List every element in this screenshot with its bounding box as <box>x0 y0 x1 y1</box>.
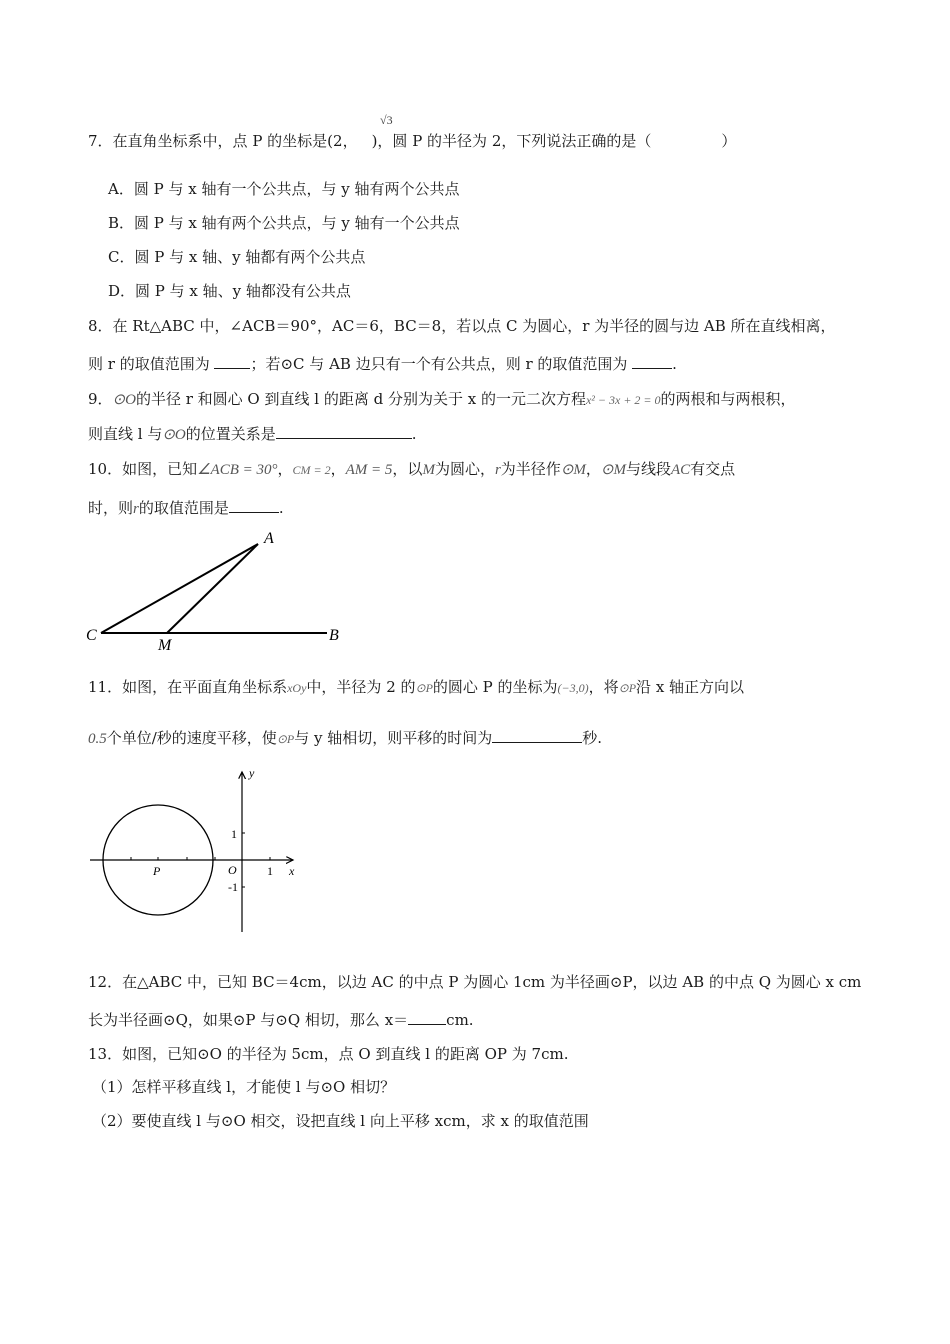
tick-label-yneg1: -1 <box>228 880 238 894</box>
q9-blank[interactable] <box>276 424 412 439</box>
tick-label-y1: 1 <box>231 827 237 841</box>
q7-option-c: C．圆 P 与 x 轴、y 轴都有两个公共点 <box>108 248 366 266</box>
q9-circle-o: ⊙O <box>112 392 136 408</box>
axis-label-x: x <box>289 864 295 878</box>
q10-blank[interactable] <box>229 498 279 513</box>
q7-option-a: A．圆 P 与 x 轴有一个公共点，与 y 轴有两个公共点 <box>108 180 460 198</box>
q10-line2: 时，则r的取值范围是 . <box>88 499 284 517</box>
q12-line1: 12．在△ABC 中，已知 BC＝4cm，以边 AC 的中点 P 为圆心 1cm 为半径画⊙P，以边 AB 的中点 Q 为圆心 x cm <box>88 973 862 991</box>
q8-blank-2[interactable] <box>632 354 672 369</box>
q8-blank-1[interactable] <box>214 354 250 369</box>
label-m: M <box>158 637 172 654</box>
q9-line1: 9．⊙O的半径 r 和圆心 O 到直线 l 的距离 d 分别为关于 x 的一元二次方程x² − 3x + 2 = 0的两根和与两根积， <box>88 390 796 408</box>
label-b: B <box>329 627 339 644</box>
q7-option-b: B．圆 P 与 x 轴有两个公共点，与 y 轴有一个公共点 <box>108 214 460 232</box>
q11-figure <box>85 764 315 942</box>
q9-circle-o-2: ⊙O <box>162 427 186 443</box>
q13-line1: 13．如图，已知⊙O 的半径为 5cm，点 O 到直线 l 的距离 OP 为 7cm. <box>88 1045 569 1063</box>
q7-option-d: D．圆 P 与 x 轴、y 轴都没有公共点 <box>108 282 351 300</box>
q12-line2: 长为半径画⊙Q，如果⊙P 与⊙Q 相切，那么 x＝ cm. <box>88 1011 474 1029</box>
q9-line2: 则直线 l 与⊙O的位置关系是 . <box>88 425 417 443</box>
label-a: A <box>264 530 274 547</box>
center-label-p: P <box>153 864 161 878</box>
origin-label: O <box>228 863 237 877</box>
q12-blank[interactable] <box>408 1010 446 1025</box>
q8-line1: 8．在 Rt△ABC 中，∠ACB＝90°，AC＝6，BC＝8，若以点 C 为圆心，r 为半径的圆与边 AB 所在直线相离， <box>88 317 836 335</box>
q13-sub1: （1）怎样平移直线 l，才能使 l 与⊙O 相切？ <box>92 1078 396 1096</box>
q11-line1: 11．如图，在平面直角坐标系xOy中，半径为 2 的⊙P的圆心 P 的坐标为(−3,0)，将⊙P沿 x 轴正方向以 <box>88 678 745 696</box>
tick-label-x1: 1 <box>267 864 273 878</box>
q11-blank[interactable] <box>492 728 582 743</box>
axis-label-y: y <box>249 766 255 780</box>
label-c: C <box>86 627 97 644</box>
q13-sub2: （2）要使直线 l 与⊙O 相交，设把直线 l 向上平移 xcm，求 x 的取值范围 <box>92 1112 589 1130</box>
q11-line2: 0.5个单位/秒的速度平移，使⊙P与 y 轴相切，则平移的时间为 秒. <box>88 729 602 747</box>
q9-equation: x² − 3x + 2 = 0 <box>585 393 661 407</box>
q7-sqrt3: √3 <box>380 113 393 127</box>
q7-stem: 7．在直角坐标系中，点 P 的坐标是(2， )，圆 P 的半径为 2，下列说法正确的是（ ） <box>88 132 737 150</box>
q8-line2: 则 r 的取值范围为 ；若⊙C 与 AB 边只有一个有公共点，则 r 的取值范围为 . <box>88 355 677 373</box>
q10-figure <box>80 524 360 656</box>
q10-line1: 10．如图，已知∠ACB = 30°，CM = 2，AM = 5，以M为圆心，r为半径作⊙M，⊙M与线段AC有交点 <box>88 460 736 478</box>
